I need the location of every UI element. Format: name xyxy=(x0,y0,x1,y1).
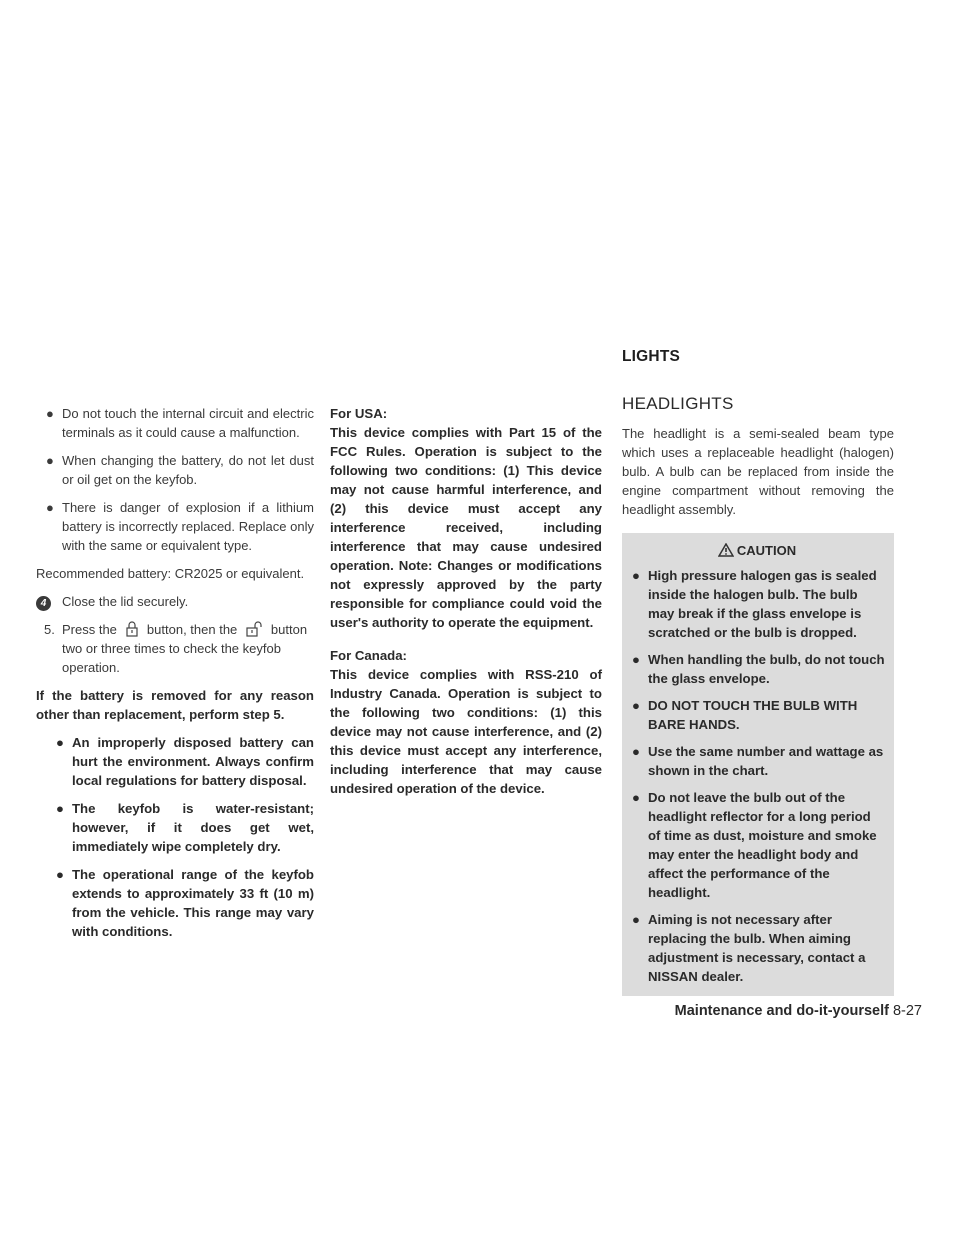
step-number: 5. xyxy=(44,622,55,637)
chapter-title: Maintenance and do-it-yourself xyxy=(674,1003,889,1019)
usa-label: For USA: xyxy=(330,406,388,421)
battery-removed-note: If the battery is removed for any reason other than replacement, perform step 5. xyxy=(36,688,314,722)
step-text: Close the lid securely. xyxy=(62,594,189,609)
headlights-intro: The headlight is a semi-sealed beam type which uses a replaceable headlight (halogen) bulb. A bulb can be replaced from inside the engine compartment without removing the headlight assembly. xyxy=(622,426,894,517)
caution-item xyxy=(628,910,886,986)
bullet-icon: ● xyxy=(632,568,640,583)
caution-text: High pressure halogen gas is sealed inside the halogen bulb. The bulb may break if the glass envelope is scratched or the bulb is dropped. xyxy=(648,568,877,640)
bullet-icon: ● xyxy=(632,652,640,667)
list-item xyxy=(36,498,314,555)
bullet-icon: ● xyxy=(632,790,640,805)
bullet-text: An improperly disposed battery can hurt the environment. Always confirm local regulations for battery disposal. xyxy=(72,735,314,788)
page-footer xyxy=(675,1003,922,1019)
step-text-mid: button, then the xyxy=(146,622,238,637)
bullet-icon: ● xyxy=(46,406,54,421)
left-column xyxy=(36,404,314,950)
bullet-icon: ● xyxy=(56,735,64,750)
step-text-end: button two or three times to check the keyfob operation. xyxy=(62,622,308,675)
usa-compliance-text: This device complies with Part 15 of the FCC Rules. Operation is subject to the following two conditions: (1) This device may not cause harmful interference, and (2) this device must accept any interference received, including interference that may cause undesired operation. Note: Changes or modifications not expressly approved by the party responsible for compliance could void the user's authority to operate the equipment. xyxy=(330,425,602,630)
canada-compliance-text: This device complies with RSS-210 of Industry Canada. Operation is subject to the following two conditions: (1) this device may not cause interference, and (2) this device must accept any interference, including interference that may cause undesired operation of the device. xyxy=(330,667,602,796)
section-title: LIGHTS xyxy=(622,348,681,365)
caution-box xyxy=(622,533,894,996)
caution-header xyxy=(628,543,886,558)
canada-label: For Canada: xyxy=(330,648,407,663)
list-item xyxy=(36,451,314,489)
step-number-badge: 4 xyxy=(36,592,51,611)
caution-text: DO NOT TOUCH THE BULB WITH BARE HANDS. xyxy=(648,698,858,732)
warning-icon xyxy=(718,543,734,557)
caution-item xyxy=(628,742,886,780)
list-item xyxy=(46,865,314,941)
bullet-text: When changing the battery, do not let dust or oil get on the keyfob. xyxy=(62,453,314,487)
caution-text: Use the same number and wattage as shown in the chart. xyxy=(648,744,884,778)
list-item xyxy=(46,799,314,856)
unlock-button-icon xyxy=(241,621,263,637)
caution-item xyxy=(628,566,886,642)
step-5 xyxy=(36,620,314,677)
page-number: 8-27 xyxy=(892,1003,922,1019)
lock-button-icon xyxy=(121,621,143,637)
step-4 xyxy=(36,592,314,611)
caution-text: Aiming is not necessary after replacing the bulb. When aiming adjustment is necessary, contact a NISSAN dealer. xyxy=(648,912,866,984)
caution-item xyxy=(628,696,886,734)
bullet-text: The operational range of the keyfob extends to approximately 33 ft (10 m) from the vehicle. This range may vary with conditions. xyxy=(72,867,314,939)
bullet-icon: ● xyxy=(632,912,640,927)
right-column xyxy=(622,348,894,996)
bullet-icon: ● xyxy=(56,867,64,882)
list-item xyxy=(36,404,314,442)
caution-text: Do not leave the bulb out of the headlight reflector for a long period of time as dust, moisture and smoke may enter the headlight body and affect the performance of the headlight. xyxy=(648,790,877,900)
bullet-text: Do not touch the internal circuit and electric terminals as it could cause a malfunction. xyxy=(62,406,314,440)
bullet-text: The keyfob is water-resistant; however, if it does get wet, immediately wipe completely dry. xyxy=(72,801,314,854)
bullet-text: There is danger of explosion if a lithium battery is incorrectly replaced. Replace only with the same or equivalent type. xyxy=(62,500,314,553)
caution-title: CAUTION xyxy=(736,543,797,558)
caution-item xyxy=(628,788,886,902)
caution-item xyxy=(628,650,886,688)
caution-text: When handling the bulb, do not touch the glass envelope. xyxy=(648,652,885,686)
bullet-icon: ● xyxy=(632,744,640,759)
bullet-icon: ● xyxy=(56,801,64,816)
recommended-battery: Recommended battery: CR2025 or equivalent. xyxy=(36,566,305,581)
page-title: HEADLIGHTS xyxy=(622,394,734,413)
middle-column xyxy=(330,404,602,807)
list-item xyxy=(46,733,314,790)
bullet-icon: ● xyxy=(46,500,54,515)
bullet-icon: ● xyxy=(46,453,54,468)
step-text-start: Press the xyxy=(62,622,117,637)
bullet-icon: ● xyxy=(632,698,640,713)
